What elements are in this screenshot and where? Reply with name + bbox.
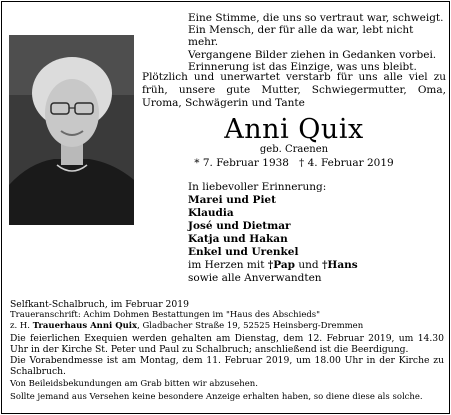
- obituary-frame: [1, 1, 450, 414]
- portrait-photo: [9, 35, 134, 225]
- verse-line: Eine Stimme, die uns so vertraut war, schweigt.: [188, 12, 444, 24]
- special-notice: Sollte jemand aus Versehen keine besondere Anzeige erhalten haben, so diene diese als solche.: [10, 391, 423, 402]
- mourner: Katja und Hakan: [188, 233, 288, 245]
- verse-line: Ein Mensch, der für alle da war, lebt nicht mehr.: [188, 24, 414, 49]
- memory-intro: In liebevoller Erinnerung:: [188, 181, 327, 193]
- life-dates: * 7. Februar 1938 † 4. Februar 2019: [194, 157, 394, 169]
- mourners-list: [188, 181, 446, 285]
- mourning-address: Traueranschrift: Achim Dohmen Bestattungen im "Haus des Abschieds": [10, 310, 321, 320]
- mourner: Marei und Piet: [188, 194, 276, 206]
- footer-notes: [10, 299, 444, 402]
- memorial-verse: [188, 12, 446, 73]
- evening-mass-notice: Die Vorabendmesse ist am Montag, dem 11. Februar 2019, um 18.00 Uhr in der Kirche zu Schalbruch.: [10, 355, 444, 377]
- deceased-name: Anni Quix: [224, 114, 364, 145]
- death-announcement: Plötzlich und unerwartet verstarb für uns alle viel zu früh, unsere gute Mutter, Schwiegermutter, Oma, Uroma, Schwägerin und Tante: [142, 71, 446, 109]
- relatives-line: sowie alle Anverwandten: [188, 272, 322, 284]
- verse-line: Erinnerung ist das Einzige, was uns bleibt.: [188, 60, 417, 73]
- mourner: Enkel und Urenkel: [188, 246, 299, 258]
- exequies-notice: Die feierlichen Exequien werden gehalten am Dienstag, dem 12. Februar 2019, um 14.30 Uhr in der Kirche St. Peter und Paul zu Schalbruch; anschließend ist die Beerdigung.: [10, 333, 444, 355]
- birth-name: geb. Craenen: [259, 144, 329, 155]
- condolences-notice: Von Beileidsbekundungen am Grab bitten wir abzusehen.: [10, 379, 258, 389]
- place-date: Selfkant-Schalbruch, im Februar 2019: [10, 299, 189, 310]
- mourner: José und Dietmar: [188, 220, 291, 232]
- verse-line: Vergangene Bilder ziehen in Gedanken vorbei.: [188, 48, 437, 61]
- mourner: Klaudia: [188, 207, 234, 219]
- undertaker-line: z. H. Trauerhaus Anni Quix, Gladbacher Straße 19, 52525 Heinsberg-Dremmen: [10, 320, 364, 331]
- in-hearts-line: im Herzen mit †Pap und †Hans: [188, 259, 358, 271]
